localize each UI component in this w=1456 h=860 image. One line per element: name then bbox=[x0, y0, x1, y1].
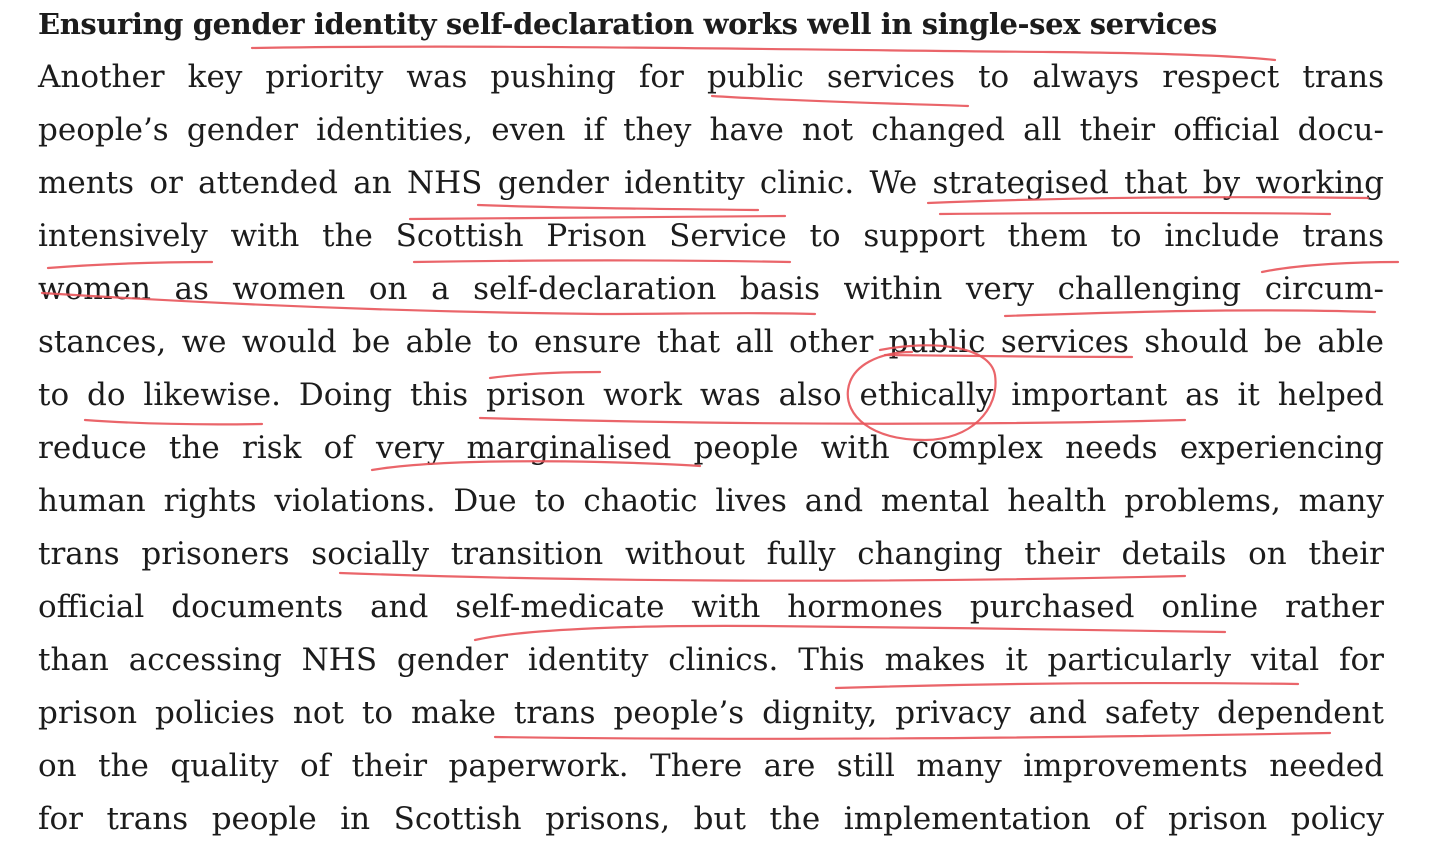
underline-particularly-vital bbox=[836, 683, 1298, 688]
underline-self-medicate bbox=[475, 626, 1225, 640]
underline-important bbox=[480, 418, 1185, 424]
text-line-3: ments or attended an NHS gender identity clinic. We strategised that by working bbox=[38, 165, 1384, 201]
underline-challenging bbox=[1005, 310, 1375, 316]
section-heading: Ensuring gender identity self-declaration works well in single-sex services bbox=[38, 7, 1217, 41]
underline-intensively bbox=[48, 262, 212, 268]
text-line-2: people’s gender identities, even if they have not changed all their official docu- bbox=[38, 112, 1384, 148]
text-line-6: stances, we would be able to ensure that all other public services should be able bbox=[38, 324, 1384, 360]
underline-likewise bbox=[85, 420, 262, 424]
underline-scottish-prison-service-2 bbox=[414, 261, 790, 263]
text-line-4: intensively with the Scottish Prison Service to support them to include trans bbox=[38, 218, 1384, 254]
text-line-12: than accessing NHS gender identity clinics. This makes it particularly vital for bbox=[38, 642, 1384, 678]
underline-socially-transition bbox=[340, 573, 1185, 581]
underline-dignity bbox=[495, 733, 1330, 739]
text-line-14: on the quality of their paperwork. There are still many improvements needed bbox=[38, 748, 1384, 784]
text-line-5: women as women on a self-declaration basis within very challenging circum- bbox=[38, 271, 1384, 307]
text-line-1: Another key priority was pushing for public services to always respect trans bbox=[38, 59, 1384, 95]
text-line-8: reduce the risk of very marginalised people with complex needs experiencing bbox=[38, 430, 1384, 466]
underline-gender-identity-clinic bbox=[478, 205, 758, 210]
text-line-11: official documents and self-medicate with hormones purchased online rather bbox=[38, 589, 1384, 625]
text-line-15: for trans people in Scottish prisons, but the implementation of prison policy bbox=[38, 801, 1384, 837]
text-line-13: prison policies not to make trans people’s dignity, privacy and safety dependent bbox=[38, 695, 1384, 731]
text-line-9: human rights violations. Due to chaotic lives and mental health problems, many bbox=[38, 483, 1384, 519]
text-line-10: trans prisoners socially transition without fully changing their details on their bbox=[38, 536, 1384, 572]
text-line-7: to do likewise. Doing this prison work was also ethically important as it helped bbox=[38, 377, 1384, 413]
underline-strategised-2 bbox=[940, 213, 1330, 214]
underline-public-services bbox=[712, 96, 968, 106]
